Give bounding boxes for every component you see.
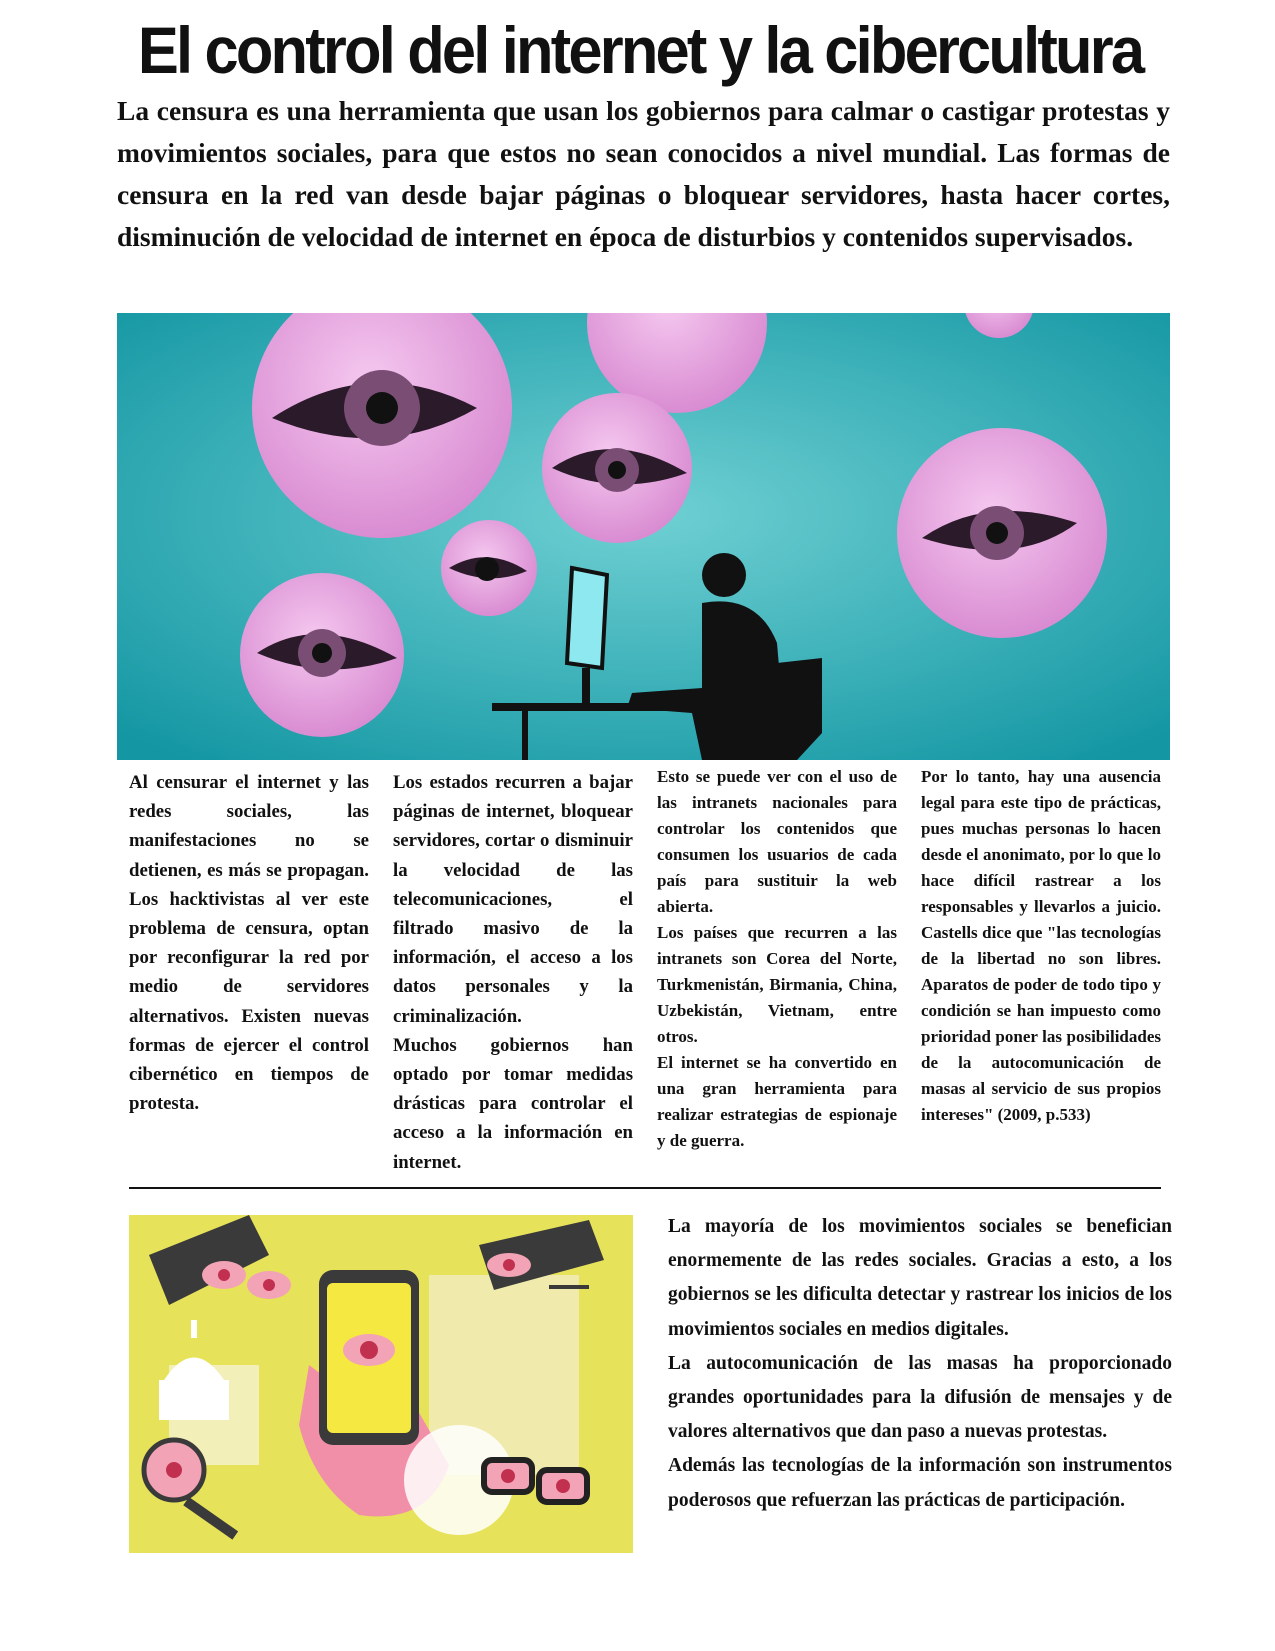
column-paragraph: El internet se ha convertido en una gran herramienta para realizar estrategias de espionaje y de guerra. [657, 1053, 897, 1150]
surveillance-illustration [129, 1215, 633, 1553]
column-paragraph: Esto se puede ver con el uso de las intranets nacionales para controlar los contenidos que consumen los usuarios de cada país para sustituir la web abierta. [657, 767, 897, 916]
column-paragraph: Por lo tanto, hay una ausencia legal para este tipo de prácticas, pues muchas personas lo hacen desde el anonimato, por lo que lo hace difícil rastrear a los responsables y llevarlos a juicio. Castells dice que "las tecnologías de la libertad no son libres. Aparatos de poder de todo tipo y condición se han impuesto como prioridad poner las posibilidades de la autocomunicación de masas al servicio de sus propios intereses" (2009, p.533) [921, 767, 1161, 1124]
eye-bubble-icon [542, 393, 692, 543]
lead-paragraph: La censura es una herramienta que usan los gobiernos para calmar o castigar protestas y movimientos sociales, para que estos no sean conocidos a nivel mundial. Las formas de censura en la red van desde bajar páginas o bloquear servidores, hasta hacer cortes, disminución de velocidad de internet en época de disturbios y contenidos supervisados. [117, 95, 1170, 252]
article-column-1 [129, 768, 369, 1118]
article-column-2 [393, 768, 633, 1177]
eye-bubble-icon [897, 428, 1107, 638]
closing-paragraph: La mayoría de los movimientos sociales se benefician enormemente de las redes sociales. Gracias a esto, a los gobiernos se les dificulta detectar y rastrear los inicios de los movimientos sociales en medios digitales. [668, 1216, 1172, 1340]
article-column-3 [657, 764, 897, 1154]
column-paragraph: Muchos gobiernos han optado por tomar medidas drásticas para controlar el acceso a la información en internet. [393, 1034, 633, 1173]
eye-bubble-icon [441, 520, 537, 616]
eye-bubble-icon [240, 573, 404, 737]
hero-illustration [117, 313, 1170, 760]
closing-paragraph: La autocomunicación de las masas ha proporcionado grandes oportunidades para la difusión de mensajes y de valores alternativos que dan paso a nuevas protestas. [668, 1352, 1172, 1443]
section-divider [129, 1187, 1161, 1189]
column-paragraph: Los estados recurren a bajar páginas de internet, bloquear servidores, cortar o disminuir la velocidad de las telecomunicaciones, el filtrado masivo de la información, el acceso a los datos personales y la criminalización. [393, 772, 633, 1027]
closing-paragraph: Además las tecnologías de la información son instrumentos poderosos que refuerzan las prácticas de participación. [668, 1455, 1172, 1511]
column-paragraph: Al censurar el internet y las redes sociales, las manifestaciones no se detienen, es más se propagan. Los hacktivistas al ver este problema de censura, optan por reconfigurar la red por medio de servidores alternativos. Existen nuevas formas de ejercer el control cibernético en tiempos de protesta. [129, 772, 369, 1115]
article-column-4 [921, 764, 1161, 1128]
column-paragraph: Los países que recurren a las intranets son Corea del Norte, Turkmenistán, Birmania, China, Uzbekistán, Vietnam, entre otros. [657, 923, 897, 1046]
page-title: El control del internet y la cibercultura [137, 13, 1143, 87]
closing-text [668, 1210, 1172, 1518]
